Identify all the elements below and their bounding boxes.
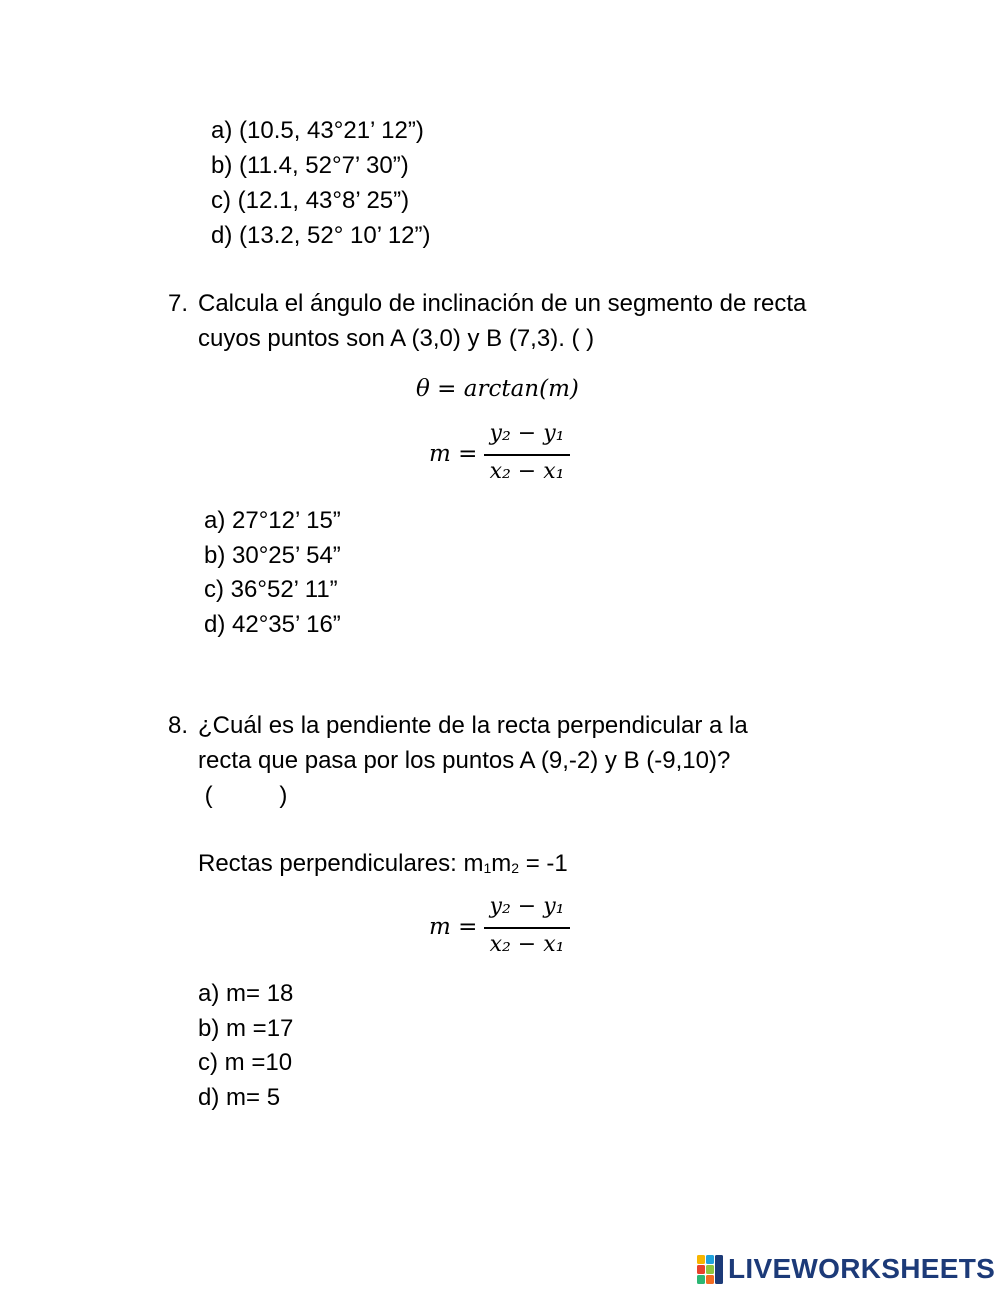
liveworksheets-brand: LIVEWORKSHEETS <box>728 1253 996 1284</box>
q7-option-d: d) 42°35’ 16” <box>204 611 341 638</box>
q8-option-b: b) m =17 <box>198 1015 294 1042</box>
q6-option-c: c) (12.1, 43°8’ 25”) <box>211 187 410 214</box>
slope-denominator: x₂ − x₁ <box>489 932 565 957</box>
slope-lhs: m = <box>429 441 478 467</box>
fraction-bar <box>484 927 570 929</box>
q6-option-d: d) (13.2, 52° 10’ 12”) <box>211 222 431 249</box>
q8-option-c: c) m =10 <box>198 1049 293 1076</box>
q7-number: 7. <box>168 290 189 317</box>
q8-text-line1: ¿Cuál es la pendiente de la recta perpendicular a la <box>198 712 748 739</box>
q8-option-a: a) m= 18 <box>198 980 294 1007</box>
q8-text-line2: recta que pasa por los puntos A (9,-2) y B (-9,10)? <box>198 747 731 774</box>
theta-formula: θ = arctan(m) <box>416 376 579 402</box>
q7-option-c: c) 36°52’ 11” <box>204 576 338 603</box>
q8-number: 8. <box>168 712 189 739</box>
slope-numerator: y₂ − y₁ <box>489 421 565 446</box>
slope-fraction <box>484 421 570 491</box>
slope-numerator: y₂ − y₁ <box>489 894 565 919</box>
slope-lhs: m = <box>429 914 478 940</box>
q7-text-line2: cuyos puntos son A (3,0) y B (7,3). ( ) <box>198 325 595 352</box>
q8-option-d: d) m= 5 <box>198 1084 281 1111</box>
slope-fraction <box>484 894 570 964</box>
q7-option-a: a) 27°12’ 15” <box>204 507 341 534</box>
liveworksheets-logo-icon <box>697 1255 725 1285</box>
q8-answer-blank: ( ) <box>198 782 288 809</box>
q6-option-b: b) (11.4, 52°7’ 30”) <box>211 152 409 179</box>
q7-text-line1: Calcula el ángulo de inclinación de un segmento de recta <box>198 290 807 317</box>
q7-option-b: b) 30°25’ 54” <box>204 542 341 569</box>
q6-option-a: a) (10.5, 43°21’ 12”) <box>211 117 424 144</box>
perpendicular-rule: Rectas perpendiculares: $m_1m_2 = -1$ <box>198 850 568 877</box>
slope-denominator: x₂ − x₁ <box>489 459 565 484</box>
fraction-bar <box>484 454 570 456</box>
